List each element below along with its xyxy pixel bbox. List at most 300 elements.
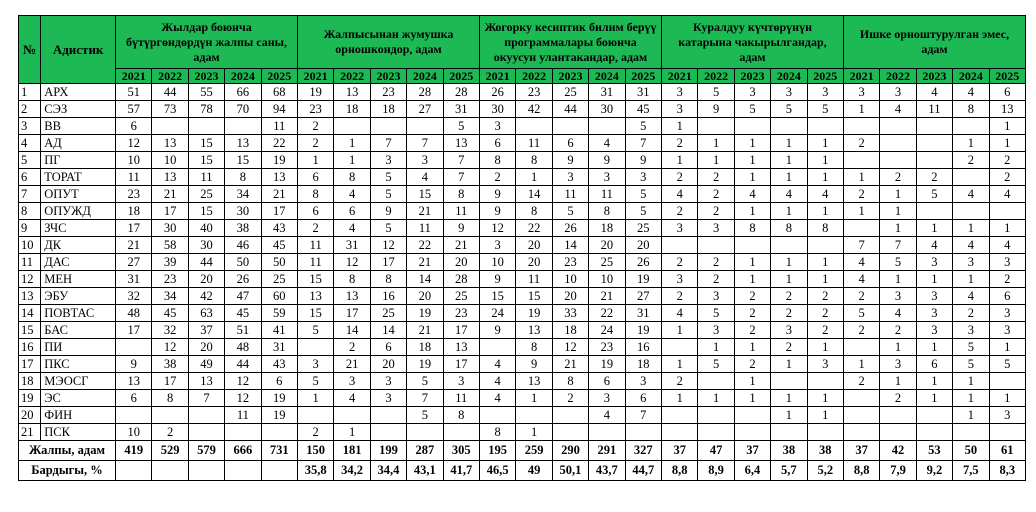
share-row-value: 34,2 — [334, 461, 370, 481]
value-cell: 1 — [916, 373, 952, 390]
value-cell: 5 — [552, 203, 588, 220]
value-cell: 26 — [479, 84, 515, 101]
value-cell — [880, 424, 916, 441]
value-cell: 9 — [479, 322, 515, 339]
value-cell: 4 — [334, 186, 370, 203]
value-cell: 1 — [807, 203, 843, 220]
value-cell — [516, 407, 552, 424]
value-cell: 5 — [370, 220, 406, 237]
year-header-cell: 2025 — [261, 69, 297, 84]
value-cell — [953, 424, 989, 441]
value-cell: 8 — [734, 220, 770, 237]
value-cell: 15 — [188, 152, 224, 169]
value-cell — [152, 407, 188, 424]
share-row-value: 8,3 — [989, 461, 1025, 481]
total-row-value: 61 — [989, 441, 1025, 461]
value-cell: 55 — [188, 84, 224, 101]
table-row — [19, 424, 1026, 441]
value-cell: 18 — [589, 220, 625, 237]
value-cell: 11 — [188, 169, 224, 186]
share-row-value — [116, 461, 152, 481]
total-row-value: 195 — [479, 441, 515, 461]
value-cell: 1 — [734, 135, 770, 152]
value-cell: 3 — [407, 152, 443, 169]
value-cell: 14 — [552, 237, 588, 254]
value-cell: 1 — [771, 135, 807, 152]
value-cell: 1 — [662, 322, 698, 339]
table-row — [19, 390, 1026, 407]
value-cell: 2 — [698, 271, 734, 288]
value-cell: 13 — [989, 101, 1025, 118]
value-cell: 23 — [370, 84, 406, 101]
value-cell: 1 — [807, 407, 843, 424]
value-cell: 5 — [698, 84, 734, 101]
value-cell: 31 — [261, 339, 297, 356]
value-cell: 26 — [552, 220, 588, 237]
value-cell: 8 — [552, 373, 588, 390]
value-cell: 1 — [953, 220, 989, 237]
value-cell: 8 — [334, 169, 370, 186]
share-row-value: 9,2 — [916, 461, 952, 481]
year-header-cell: 2024 — [953, 69, 989, 84]
value-cell: 2 — [698, 203, 734, 220]
value-cell: 3 — [297, 356, 333, 373]
value-cell: 11 — [443, 203, 479, 220]
value-cell: 3 — [916, 254, 952, 271]
share-row — [19, 461, 1026, 481]
value-cell: 2 — [662, 169, 698, 186]
value-cell — [370, 407, 406, 424]
value-cell: 20 — [407, 288, 443, 305]
value-cell: 45 — [625, 101, 661, 118]
year-header-cell: 2025 — [989, 69, 1025, 84]
value-cell: 3 — [479, 118, 515, 135]
value-cell: 5 — [407, 407, 443, 424]
value-cell: 2 — [989, 169, 1025, 186]
total-row-value: 579 — [188, 441, 224, 461]
value-cell: 13 — [297, 288, 333, 305]
value-cell: 3 — [552, 169, 588, 186]
value-cell — [188, 424, 224, 441]
value-cell: 11 — [552, 186, 588, 203]
value-cell: 24 — [589, 322, 625, 339]
value-cell: 31 — [116, 271, 152, 288]
value-cell: 11 — [297, 237, 333, 254]
row-number: 11 — [19, 254, 41, 271]
value-cell: 25 — [370, 305, 406, 322]
value-cell: 17 — [116, 322, 152, 339]
value-cell: 2 — [916, 169, 952, 186]
share-row-value — [261, 461, 297, 481]
total-row-value: 199 — [370, 441, 406, 461]
value-cell: 4 — [479, 390, 515, 407]
value-cell: 42 — [516, 101, 552, 118]
value-cell — [479, 407, 515, 424]
value-cell: 1 — [662, 118, 698, 135]
value-cell: 19 — [261, 152, 297, 169]
value-cell: 10 — [152, 152, 188, 169]
value-cell: 3 — [698, 220, 734, 237]
row-number: 4 — [19, 135, 41, 152]
value-cell — [843, 407, 879, 424]
value-cell: 5 — [443, 118, 479, 135]
row-number: 15 — [19, 322, 41, 339]
value-cell — [880, 152, 916, 169]
value-cell: 30 — [152, 220, 188, 237]
specialty-name: МЭОСГ — [41, 373, 116, 390]
share-row-value: 8,8 — [662, 461, 698, 481]
share-row-value — [152, 461, 188, 481]
value-cell: 4 — [334, 390, 370, 407]
value-cell: 3 — [989, 305, 1025, 322]
value-cell — [589, 118, 625, 135]
value-cell: 18 — [625, 356, 661, 373]
specialty-name: ПГ — [41, 152, 116, 169]
header-group-employed: Жалпысынан жумушка орношкондор, адам — [297, 16, 479, 69]
value-cell: 5 — [625, 118, 661, 135]
year-header-cell: 2022 — [698, 69, 734, 84]
value-cell: 7 — [407, 390, 443, 407]
row-number: 19 — [19, 390, 41, 407]
value-cell: 15 — [225, 152, 261, 169]
value-cell: 73 — [152, 101, 188, 118]
value-cell: 11 — [297, 254, 333, 271]
value-cell: 2 — [843, 288, 879, 305]
value-cell: 59 — [261, 305, 297, 322]
value-cell: 42 — [188, 288, 224, 305]
value-cell — [734, 237, 770, 254]
value-cell: 68 — [261, 84, 297, 101]
value-cell: 2 — [662, 203, 698, 220]
value-cell: 33 — [552, 305, 588, 322]
value-cell — [116, 407, 152, 424]
row-number: 10 — [19, 237, 41, 254]
header-years-row — [19, 69, 1026, 84]
value-cell: 17 — [152, 203, 188, 220]
value-cell: 18 — [370, 101, 406, 118]
year-header-cell: 2025 — [443, 69, 479, 84]
value-cell — [552, 118, 588, 135]
value-cell: 2 — [662, 288, 698, 305]
value-cell — [152, 118, 188, 135]
value-cell: 1 — [297, 152, 333, 169]
specialty-name: ЭБУ — [41, 288, 116, 305]
year-header-cell: 2021 — [662, 69, 698, 84]
table-row — [19, 152, 1026, 169]
value-cell: 3 — [589, 169, 625, 186]
value-cell: 4 — [953, 237, 989, 254]
row-number: 9 — [19, 220, 41, 237]
year-header-cell: 2024 — [225, 69, 261, 84]
value-cell: 58 — [152, 237, 188, 254]
value-cell — [953, 203, 989, 220]
value-cell: 19 — [589, 356, 625, 373]
specialty-name: АД — [41, 135, 116, 152]
value-cell: 31 — [334, 237, 370, 254]
specialty-name: ОПУТ — [41, 186, 116, 203]
value-cell — [370, 118, 406, 135]
value-cell — [698, 373, 734, 390]
value-cell: 8 — [297, 186, 333, 203]
value-cell: 6 — [625, 390, 661, 407]
value-cell: 3 — [370, 373, 406, 390]
value-cell: 1 — [334, 424, 370, 441]
header-group-total-graduates: Жылдар боюнча бүтүргөндөрдүн жалпы саны, адам — [116, 16, 298, 69]
year-header-cell: 2023 — [370, 69, 406, 84]
value-cell — [407, 118, 443, 135]
total-row-value: 305 — [443, 441, 479, 461]
table-row — [19, 339, 1026, 356]
value-cell — [916, 152, 952, 169]
value-cell: 7 — [443, 152, 479, 169]
value-cell: 8 — [370, 271, 406, 288]
year-header-cell: 2021 — [843, 69, 879, 84]
value-cell: 5 — [880, 254, 916, 271]
value-cell: 2 — [297, 118, 333, 135]
value-cell — [188, 407, 224, 424]
value-cell: 2 — [771, 339, 807, 356]
value-cell: 9 — [516, 356, 552, 373]
value-cell: 16 — [370, 288, 406, 305]
graduates-employment-table — [18, 15, 1026, 481]
value-cell: 13 — [516, 373, 552, 390]
value-cell: 10 — [552, 271, 588, 288]
value-cell: 11 — [516, 135, 552, 152]
value-cell: 6 — [479, 135, 515, 152]
value-cell: 13 — [443, 135, 479, 152]
value-cell: 27 — [407, 101, 443, 118]
value-cell: 17 — [152, 373, 188, 390]
value-cell: 12 — [225, 373, 261, 390]
value-cell: 1 — [916, 390, 952, 407]
value-cell: 51 — [225, 322, 261, 339]
value-cell — [989, 424, 1025, 441]
table-body — [19, 84, 1026, 481]
value-cell: 14 — [516, 186, 552, 203]
value-cell: 28 — [407, 84, 443, 101]
value-cell — [843, 339, 879, 356]
value-cell: 5 — [297, 373, 333, 390]
value-cell: 12 — [552, 339, 588, 356]
value-cell: 6 — [297, 169, 333, 186]
value-cell: 1 — [953, 407, 989, 424]
value-cell: 2 — [880, 390, 916, 407]
value-cell — [698, 407, 734, 424]
value-cell — [807, 118, 843, 135]
value-cell: 1 — [771, 356, 807, 373]
value-cell: 20 — [188, 339, 224, 356]
total-row-value: 37 — [662, 441, 698, 461]
value-cell: 3 — [589, 390, 625, 407]
value-cell: 18 — [116, 203, 152, 220]
value-cell: 3 — [989, 322, 1025, 339]
value-cell: 30 — [188, 237, 224, 254]
value-cell: 4 — [479, 373, 515, 390]
share-row-value: 44,7 — [625, 461, 661, 481]
value-cell: 19 — [407, 305, 443, 322]
value-cell: 5 — [843, 305, 879, 322]
header-group-row — [19, 16, 1026, 69]
value-cell: 34 — [225, 186, 261, 203]
share-row-value: 43,7 — [589, 461, 625, 481]
table-row — [19, 373, 1026, 390]
value-cell: 70 — [225, 101, 261, 118]
share-row-value: 7,9 — [880, 461, 916, 481]
value-cell: 48 — [225, 339, 261, 356]
value-cell: 2 — [552, 390, 588, 407]
value-cell: 3 — [807, 84, 843, 101]
specialty-name: ЭС — [41, 390, 116, 407]
specialty-name: ДК — [41, 237, 116, 254]
table-row — [19, 305, 1026, 322]
value-cell: 43 — [261, 220, 297, 237]
value-cell: 3 — [662, 220, 698, 237]
value-cell: 9 — [479, 203, 515, 220]
value-cell — [188, 118, 224, 135]
graduates-table-container — [18, 15, 1026, 481]
table-row — [19, 271, 1026, 288]
value-cell: 15 — [297, 305, 333, 322]
value-cell: 3 — [698, 322, 734, 339]
value-cell: 7 — [443, 169, 479, 186]
total-row-value: 53 — [916, 441, 952, 461]
value-cell: 13 — [225, 135, 261, 152]
value-cell: 1 — [880, 271, 916, 288]
value-cell: 3 — [734, 84, 770, 101]
total-row-value: 291 — [589, 441, 625, 461]
value-cell: 7 — [625, 407, 661, 424]
table-row — [19, 322, 1026, 339]
value-cell: 3 — [625, 169, 661, 186]
value-cell: 12 — [116, 135, 152, 152]
table-row — [19, 84, 1026, 101]
value-cell: 4 — [880, 305, 916, 322]
year-header-cell: 2022 — [334, 69, 370, 84]
value-cell: 26 — [625, 254, 661, 271]
row-number: 17 — [19, 356, 41, 373]
value-cell: 13 — [516, 322, 552, 339]
value-cell: 4 — [589, 135, 625, 152]
year-header-cell: 2022 — [152, 69, 188, 84]
value-cell: 32 — [116, 288, 152, 305]
value-cell — [916, 424, 952, 441]
share-row-value: 5,7 — [771, 461, 807, 481]
value-cell: 11 — [225, 407, 261, 424]
value-cell: 44 — [552, 101, 588, 118]
value-cell: 14 — [407, 271, 443, 288]
value-cell: 7 — [370, 135, 406, 152]
value-cell: 25 — [261, 271, 297, 288]
value-cell: 32 — [152, 322, 188, 339]
value-cell: 13 — [116, 373, 152, 390]
value-cell: 2 — [698, 186, 734, 203]
value-cell: 51 — [116, 84, 152, 101]
specialty-name: ФИН — [41, 407, 116, 424]
value-cell: 50 — [261, 254, 297, 271]
total-row-value: 38 — [807, 441, 843, 461]
value-cell: 60 — [261, 288, 297, 305]
value-cell: 18 — [552, 322, 588, 339]
value-cell — [261, 424, 297, 441]
value-cell: 1 — [734, 254, 770, 271]
specialty-name: ДАС — [41, 254, 116, 271]
value-cell: 7 — [880, 237, 916, 254]
row-number: 14 — [19, 305, 41, 322]
share-row-value: 49 — [516, 461, 552, 481]
row-number: 7 — [19, 186, 41, 203]
value-cell: 10 — [479, 254, 515, 271]
value-cell: 8 — [479, 424, 515, 441]
value-cell — [734, 407, 770, 424]
value-cell: 31 — [625, 305, 661, 322]
value-cell: 25 — [188, 186, 224, 203]
value-cell: 5 — [625, 186, 661, 203]
value-cell: 5 — [625, 203, 661, 220]
value-cell: 1 — [989, 220, 1025, 237]
value-cell: 4 — [589, 407, 625, 424]
value-cell — [953, 118, 989, 135]
value-cell: 3 — [807, 356, 843, 373]
value-cell: 21 — [407, 254, 443, 271]
value-cell: 13 — [188, 373, 224, 390]
value-cell: 13 — [261, 169, 297, 186]
value-cell: 48 — [116, 305, 152, 322]
value-cell: 2 — [152, 424, 188, 441]
value-cell: 1 — [734, 152, 770, 169]
value-cell: 31 — [589, 84, 625, 101]
value-cell: 34 — [152, 288, 188, 305]
value-cell: 1 — [734, 339, 770, 356]
value-cell — [443, 424, 479, 441]
value-cell: 15 — [516, 288, 552, 305]
value-cell: 1 — [843, 356, 879, 373]
value-cell: 21 — [261, 186, 297, 203]
total-row-value: 181 — [334, 441, 370, 461]
value-cell: 7 — [407, 135, 443, 152]
year-header-cell: 2023 — [188, 69, 224, 84]
share-row-value: 8,9 — [698, 461, 734, 481]
value-cell: 43 — [261, 356, 297, 373]
year-header-cell: 2025 — [625, 69, 661, 84]
value-cell: 8 — [443, 186, 479, 203]
value-cell: 24 — [479, 305, 515, 322]
value-cell: 9 — [443, 220, 479, 237]
value-cell — [297, 339, 333, 356]
year-header-cell: 2021 — [116, 69, 152, 84]
value-cell: 45 — [225, 305, 261, 322]
value-cell: 41 — [261, 322, 297, 339]
value-cell — [771, 118, 807, 135]
value-cell: 1 — [916, 220, 952, 237]
value-cell: 6 — [552, 135, 588, 152]
value-cell: 17 — [443, 322, 479, 339]
value-cell: 1 — [880, 220, 916, 237]
year-header-cell: 2023 — [734, 69, 770, 84]
value-cell: 21 — [407, 322, 443, 339]
value-cell: 3 — [953, 254, 989, 271]
value-cell: 6 — [989, 288, 1025, 305]
value-cell: 45 — [152, 305, 188, 322]
value-cell: 9 — [589, 152, 625, 169]
value-cell: 1 — [953, 373, 989, 390]
value-cell: 1 — [989, 390, 1025, 407]
value-cell: 20 — [589, 237, 625, 254]
value-cell: 3 — [662, 84, 698, 101]
value-cell: 7 — [843, 237, 879, 254]
value-cell: 2 — [953, 305, 989, 322]
year-header-cell: 2024 — [771, 69, 807, 84]
value-cell: 6 — [989, 84, 1025, 101]
